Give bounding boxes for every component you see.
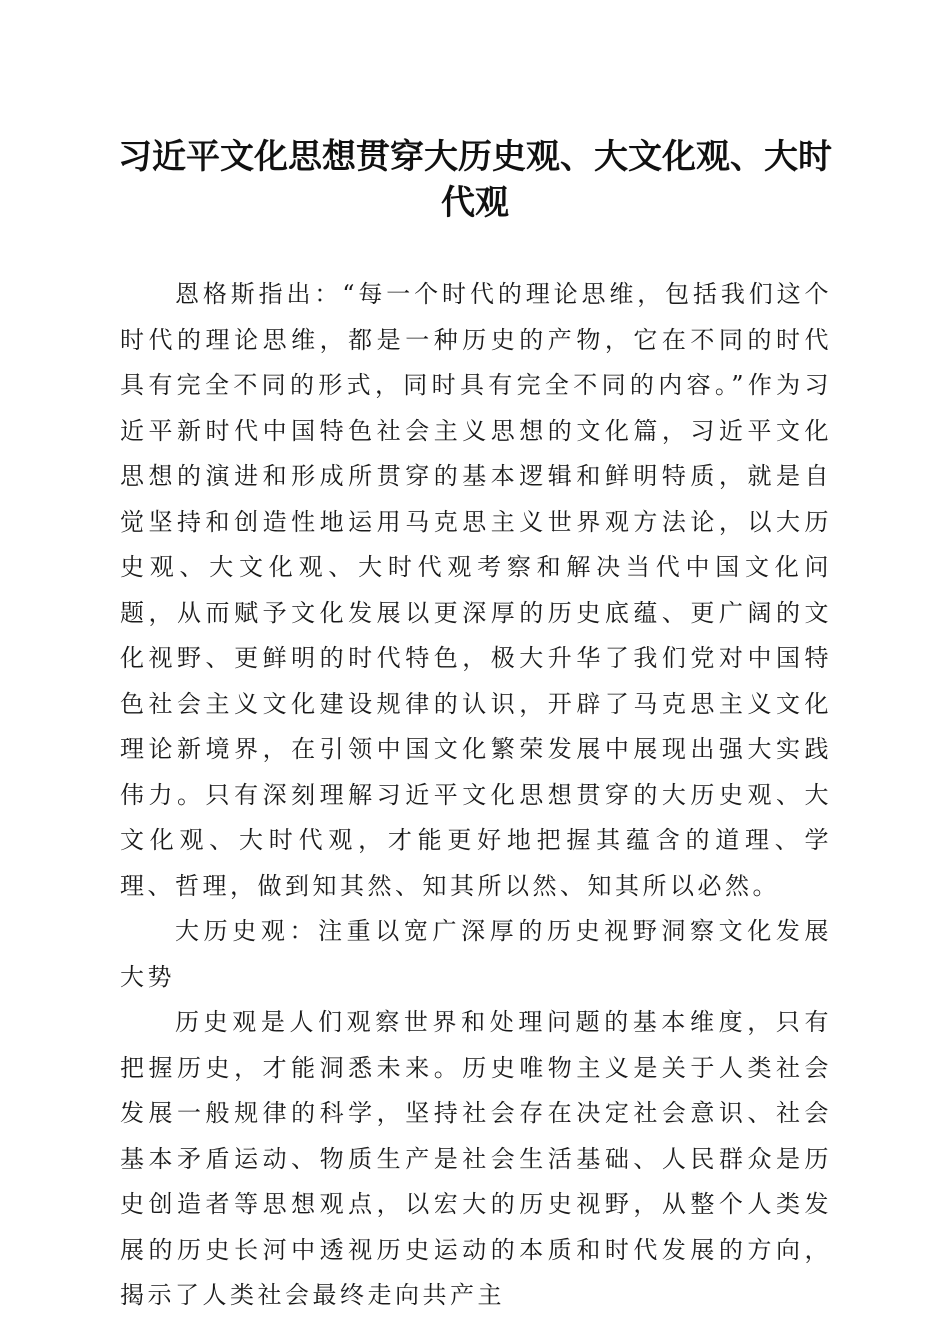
paragraph-intro: 恩格斯指出：“每一个时代的理论思维，包括我们这个时代的理论思维，都是一种历史的产物，它在不同的时代具有完全不同的形式，同时具有完全不同的内容。”作为习近平新时代中国特色社会主义思想的文化篇，习近平文化思想的演进和形成所贯穿的基本逻辑和鲜明特质，就是自觉坚持和创造性地运用马克思主义世界观方法论，以大历史观、大文化观、大时代观考察和解决当代中国文化问题，从而赋予文化发展以更深厚的历史底蕴、更广阔的文化视野、更鲜明的时代特色，极大升华了我们党对中国特色社会主义文化建设规律的认识，开辟了马克思主义文化理论新境界，在引领中国文化繁荣发展中展现出强大实践伟力。只有深刻理解习近平文化思想贯穿的大历史观、大文化观、大时代观，才能更好地把握其蕴含的道理、学理、哲理，做到知其然、知其所以然、知其所以必然。 — [120, 280, 832, 900]
document-body — [120, 272, 832, 1319]
section-heading: 大历史观：注重以宽广深厚的历史视野洞察文化发展大势 — [120, 917, 832, 991]
document-title: 习近平文化思想贯穿大历史观、大文化观、大时代观 — [118, 137, 832, 223]
paragraph-history-view: 历史观是人们观察世界和处理问题的基本维度，只有把握历史，才能洞悉未来。历史唯物主义是关于人类社会发展一般规律的科学，坚持社会存在决定社会意识、社会基本矛盾运动、物质生产是社会生活基础、人民群众是历史创造者等思想观点，以宏大的历史视野，从整个人类发展的历史长河中透视历史运动的本质和时代发展的方向，揭示了人类社会最终走向共产主 — [120, 1008, 832, 1309]
